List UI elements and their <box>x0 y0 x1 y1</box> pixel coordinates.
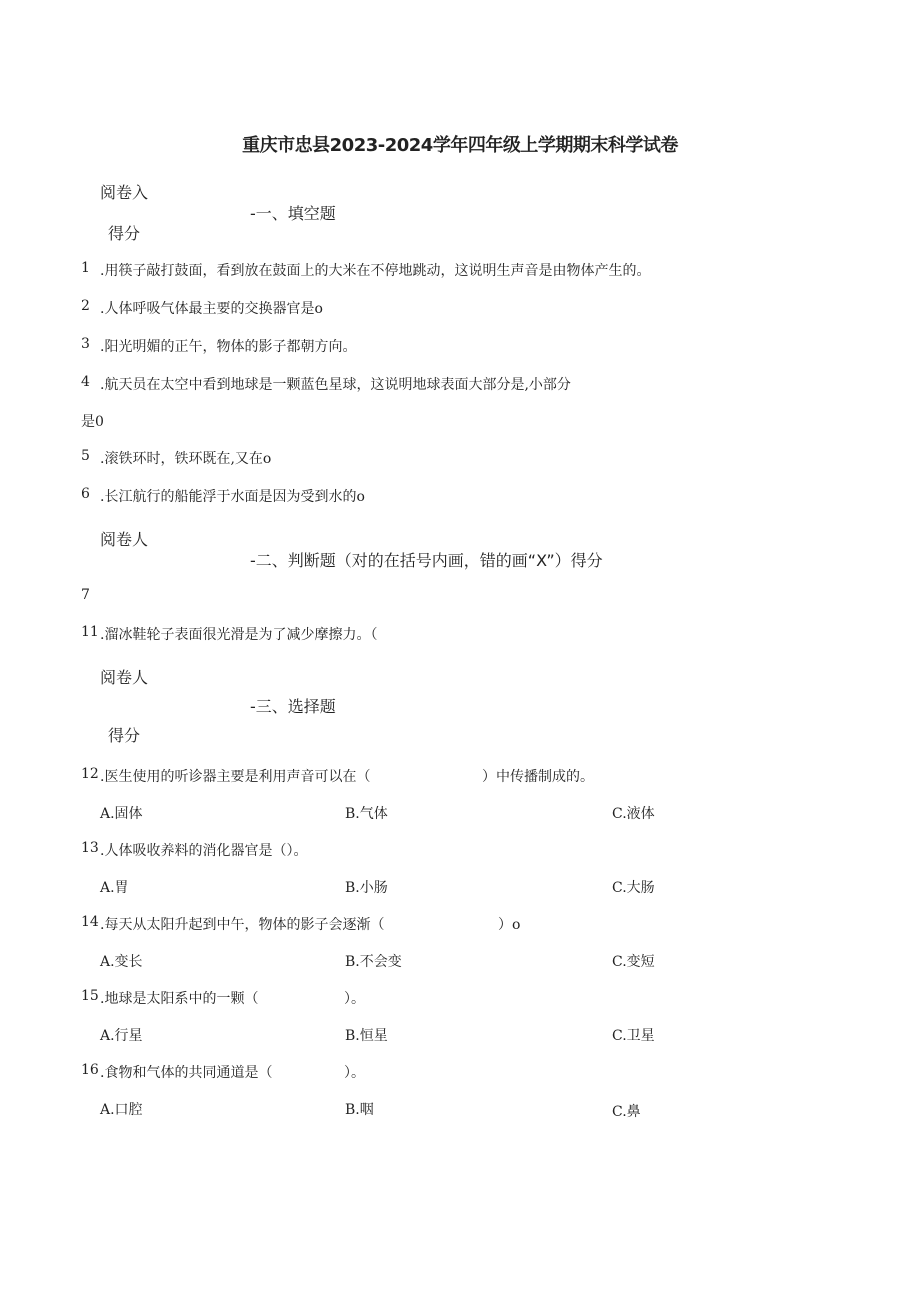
question-text-tail: ）o <box>498 917 521 933</box>
question-text-tail: ）。 <box>344 991 365 1007</box>
question-text: .食物和气体的共同通道是（ <box>100 1065 273 1081</box>
question-number: 12 <box>81 766 99 782</box>
score-label: 得分 <box>108 224 141 243</box>
question-number: 14 <box>81 914 99 930</box>
question-number: 3 <box>81 336 90 352</box>
option-b: B.恒星 <box>345 1028 388 1044</box>
question-text: .阳光明媚的正午，物体的影子都朝方向。 <box>100 339 357 355</box>
question-text-continuation: 是0 <box>81 414 104 430</box>
question-text: .用筷子敲打鼓面，看到放在鼓面上的大米在不停地跳动，这说明生声音是由物体产生的。 <box>100 263 651 279</box>
question-number: 16 <box>81 1062 99 1078</box>
option-b: B.不会变 <box>345 954 402 970</box>
question-number: 2 <box>81 298 90 314</box>
question-text-tail: ）。 <box>344 1065 365 1081</box>
reviewer-label: 阅卷人 <box>100 668 149 687</box>
page-title: 重庆市忠县2023-2024学年四年级上学期期末科学试卷 <box>242 135 678 156</box>
section-heading-multiple-choice: -三、选择题 <box>250 697 336 716</box>
question-number: 1 <box>81 260 90 276</box>
question-number: 6 <box>81 486 90 502</box>
question-text: .医生使用的听诊器主要是利用声音可以在（ <box>100 769 371 785</box>
reviewer-label: 阅卷人 <box>100 530 149 549</box>
option-a: A.口腔 <box>100 1102 143 1118</box>
option-a: A.变长 <box>100 954 143 970</box>
question-number: 11 <box>81 624 99 640</box>
option-b: B.咽 <box>345 1102 374 1118</box>
question-text-tail: ）中传播制成的。 <box>482 769 594 785</box>
question-text: .滚铁环时，铁环既在,又在o <box>100 451 272 467</box>
option-c: C.鼻 <box>612 1104 641 1120</box>
question-text: .溜冰鞋轮子表面很光滑是为了减少摩擦力。（ <box>100 627 378 643</box>
option-c: C.液体 <box>612 806 655 822</box>
section-heading-fill-in: -一、填空题 <box>250 204 336 223</box>
question-number: 13 <box>81 840 99 856</box>
question-text: .地球是太阳系中的一颗（ <box>100 991 259 1007</box>
question-number: 5 <box>81 448 90 464</box>
section-heading-true-false: -二、判断题（对的在括号内画，错的画“X”）得分 <box>250 551 603 570</box>
score-label: 得分 <box>108 726 141 745</box>
question-number: 7 <box>81 587 90 603</box>
question-text: .人体呼吸气体最主要的交换器官是o <box>100 301 323 317</box>
option-a: A.行星 <box>100 1028 143 1044</box>
question-text: .航天员在太空中看到地球是一颗蓝色星球，这说明地球表面大部分是,小部分 <box>100 377 571 393</box>
option-c: C.变短 <box>612 954 655 970</box>
option-b: B.气体 <box>345 806 388 822</box>
question-text: .每天从太阳升起到中午，物体的影子会逐渐（ <box>100 917 385 933</box>
option-b: B.小肠 <box>345 880 388 896</box>
reviewer-label: 阅卷入 <box>100 183 149 202</box>
option-a: A.固体 <box>100 806 143 822</box>
question-number: 4 <box>81 374 90 390</box>
question-text: .长江航行的船能浮于水面是因为受到水的o <box>100 489 365 505</box>
option-c: C.卫星 <box>612 1028 655 1044</box>
option-c: C.大肠 <box>612 880 655 896</box>
option-a: A.胃 <box>100 880 129 896</box>
question-text: .人体吸收养料的消化器官是（）。 <box>100 843 308 859</box>
question-number: 15 <box>81 988 99 1004</box>
